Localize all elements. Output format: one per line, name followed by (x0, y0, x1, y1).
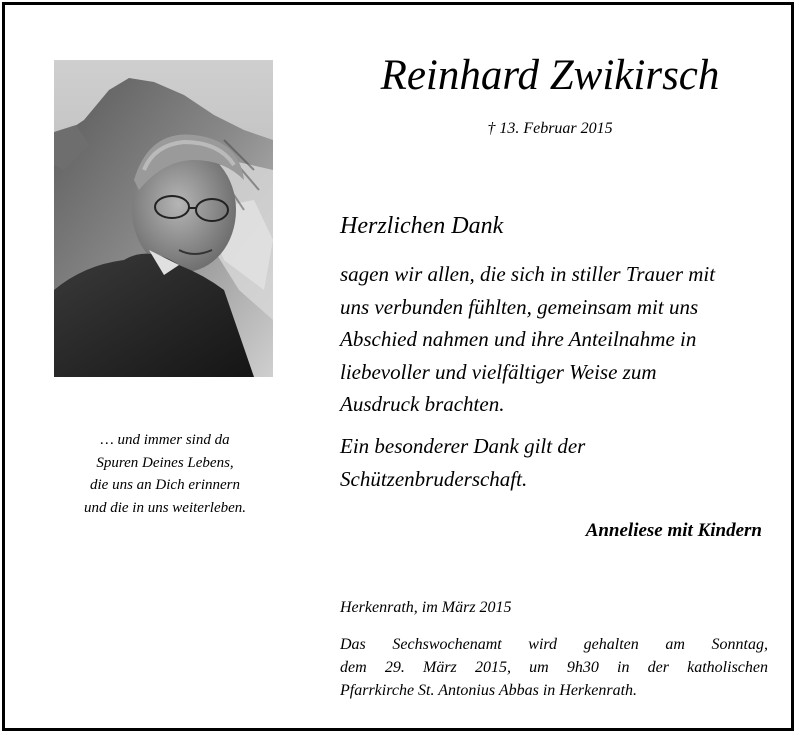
deceased-name: Reinhard Zwikirsch (380, 52, 720, 99)
signature: Anneliese mit Kindern (585, 520, 762, 541)
thanks-heading: Herzlichen Dank (340, 213, 504, 239)
thanks-line: Ausdruck brachten. (340, 392, 505, 416)
service-announcement (340, 633, 768, 702)
service-line: dem 29. März 2015, um 9h30 in der katholischen (340, 659, 768, 676)
portrait-photo (54, 60, 273, 377)
poem-line: … und immer sind da (100, 432, 230, 448)
thanks-body (340, 258, 715, 421)
special-thanks (340, 430, 585, 495)
service-line: Das Sechswochenamt wird gehalten am Sonntag, (340, 636, 768, 653)
service-line: Pfarrkirche St. Antonius Abbas in Herkenrath. (340, 682, 638, 699)
memorial-poem (45, 429, 285, 519)
place-date: Herkenrath, im März 2015 (340, 599, 512, 616)
poem-line: die uns an Dich erinnern (90, 477, 240, 493)
poem-line: Spuren Deines Lebens, (96, 454, 234, 471)
thanks-line: sagen wir allen, die sich in stiller Trauer mit (340, 262, 716, 286)
thanks-line: uns verbunden fühlten, gemeinsam mit uns (340, 294, 699, 319)
special-thanks-line: Ein besonderer Dank gilt der (340, 434, 586, 458)
special-thanks-line: Schützenbruderschaft. (340, 466, 528, 491)
death-date: † 13. Februar 2015 (487, 120, 613, 137)
obituary-card (2, 2, 794, 731)
portrait-image (54, 60, 273, 377)
poem-line: und die in uns weiterleben. (83, 499, 247, 516)
thanks-line: Abschied nahmen und ihre Anteilnahme in (340, 327, 697, 351)
thanks-line: liebevoller und vielfältiger Weise zum (340, 359, 657, 384)
